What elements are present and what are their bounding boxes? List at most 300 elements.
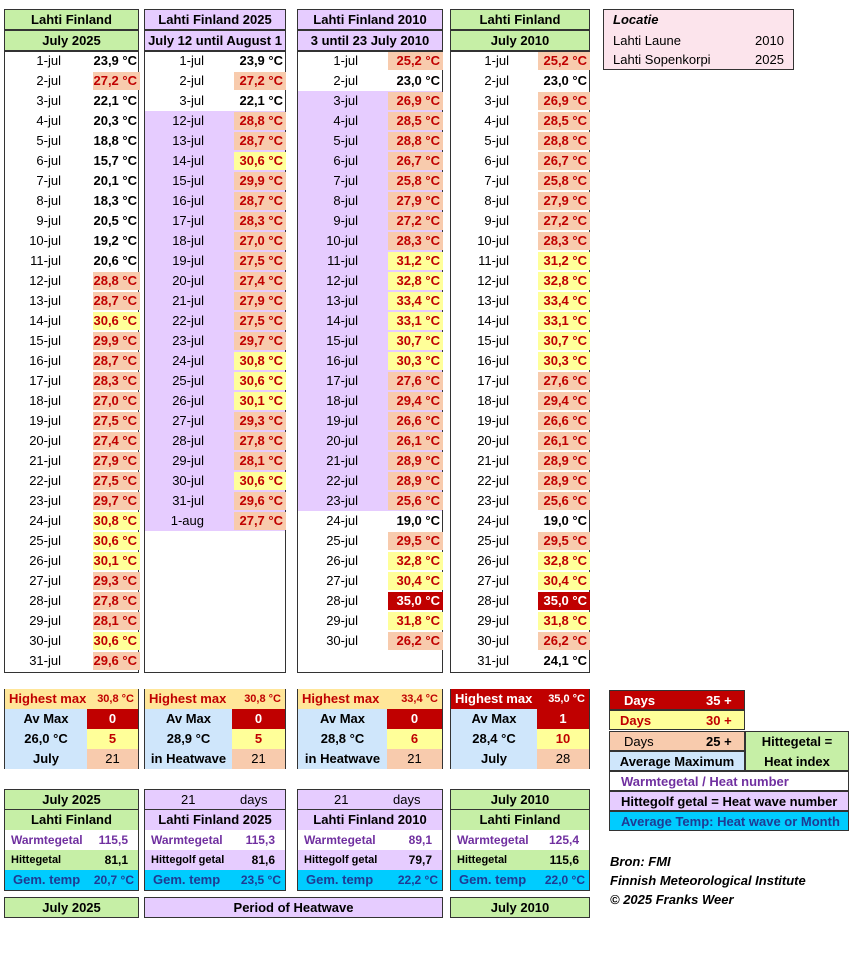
period-label: July (5, 749, 87, 769)
table-row (451, 631, 589, 651)
day-label: 14-jul (477, 313, 509, 328)
temperature-value: 27,2 °C (234, 72, 286, 90)
day-label: 22-jul (326, 473, 358, 488)
day-label: 4-jul (333, 113, 358, 128)
temperature-value: 22,1 °C (93, 93, 137, 108)
table-row (145, 311, 285, 331)
legend-average-temp: Average Temp: Heat wave or Month (609, 811, 849, 831)
day-label: 18-jul (477, 393, 509, 408)
temperature-value: 18,3 °C (93, 193, 137, 208)
table-row (298, 531, 442, 551)
temperature-value: 28,8 °C (388, 132, 443, 150)
day-label: 13-jul (172, 133, 204, 148)
day-label: 14-jul (29, 313, 61, 328)
day-label: 31-jul (477, 653, 509, 668)
warmtegetal-value: 89,1 (408, 833, 432, 847)
table-row (5, 491, 138, 511)
temperature-value: 26,2 °C (388, 632, 443, 650)
day-label: 2-jul (36, 73, 61, 88)
summary-hittegetal: Hittegolf getal 79,7 (297, 850, 443, 870)
temperature-value: 26,7 °C (538, 152, 590, 170)
day-label: 21-jul (172, 293, 204, 308)
day-label: 18-jul (172, 233, 204, 248)
day-label: 25-jul (172, 373, 204, 388)
table-row (298, 231, 442, 251)
table-row (5, 451, 138, 471)
table-row (451, 191, 589, 211)
temperature-value: 35,0 °C (388, 592, 443, 610)
day-label: 5-jul (36, 133, 61, 148)
temperature-value: 25,6 °C (388, 492, 443, 510)
hittegetal-value: 81,6 (251, 853, 275, 867)
table-row (451, 351, 589, 371)
table-row (451, 131, 589, 151)
table-row (5, 311, 138, 331)
temperature-value: 20,6 °C (93, 253, 137, 268)
table-row (145, 291, 285, 311)
day-label: 16-jul (29, 353, 61, 368)
table-row (298, 411, 442, 431)
summary-warmtegetal: Warmtegetal 125,4 (450, 830, 590, 850)
day-label: 16-jul (172, 193, 204, 208)
day-label: 17-jul (29, 373, 61, 388)
day-label: 28-jul (326, 593, 358, 608)
summary-hittegetal: Hittegolf getal 81,6 (144, 850, 286, 870)
temperature-value: 27,9 °C (234, 292, 286, 310)
table-row (298, 351, 442, 371)
day-label: 6-jul (484, 153, 509, 168)
temperature-value: 27,2 °C (538, 212, 590, 230)
table-row (298, 171, 442, 191)
table-row (5, 591, 138, 611)
day-label: 25-jul (326, 533, 358, 548)
day-label: 18-jul (29, 393, 61, 408)
legend-days-25: Days 25 + (609, 731, 745, 751)
temperature-value: 30,1 °C (234, 392, 286, 410)
day-label: 8-jul (333, 193, 358, 208)
days-30-count: 6 (387, 729, 442, 749)
table-row (5, 471, 138, 491)
temperature-value: 28,3 °C (234, 212, 286, 230)
day-label: 1-jul (179, 53, 204, 68)
summary-warmtegetal: Warmtegetal 89,1 (297, 830, 443, 850)
av-max-value: 28,8 °C (298, 729, 387, 749)
table-row (451, 291, 589, 311)
temperature-value: 29,3 °C (93, 572, 140, 590)
table-row (145, 211, 285, 231)
temperature-value: 30,1 °C (93, 552, 140, 570)
day-label: 27-jul (29, 573, 61, 588)
day-label: 13-jul (477, 293, 509, 308)
temperature-value: 31,8 °C (538, 612, 590, 630)
summary-gem-temp: Gem. temp 20,7 °C (4, 870, 139, 891)
day-label: 15-jul (172, 173, 204, 188)
temperature-value: 31,2 °C (538, 252, 590, 270)
summary-days: 21 (334, 792, 349, 807)
table-row (145, 131, 285, 151)
temperature-value: 26,6 °C (538, 412, 590, 430)
day-label: 1-aug (170, 513, 204, 528)
days-30-count: 10 (537, 729, 589, 749)
table-row (145, 391, 285, 411)
table-row (451, 471, 589, 491)
day-label: 10-jul (29, 233, 61, 248)
av-max-label: Av Max (298, 709, 387, 729)
table-row (145, 511, 285, 531)
warmtegetal-value: 115,5 (98, 833, 128, 847)
temperature-value: 29,9 °C (234, 172, 286, 190)
table-row (145, 451, 285, 471)
temperature-value: 30,4 °C (538, 572, 590, 590)
day-label: 28-jul (477, 593, 509, 608)
col3-summary (297, 789, 443, 891)
table-row (298, 151, 442, 171)
table-row (298, 91, 442, 111)
temperature-value: 28,9 °C (538, 452, 590, 470)
temperature-value: 27,5 °C (93, 412, 140, 430)
gem-temp-value: 22,0 °C (544, 873, 585, 887)
highest-max-label: Highest max 33,4 °C (298, 689, 442, 709)
table-row (298, 511, 442, 531)
temperature-value: 35,0 °C (538, 592, 590, 610)
summary-hittegetal: Hittegetal 81,1 (4, 850, 139, 870)
table-row (451, 271, 589, 291)
temperature-value: 30,6 °C (93, 632, 140, 650)
day-label: 3-jul (179, 93, 204, 108)
temperature-value: 29,5 °C (538, 532, 590, 550)
table-row (451, 451, 589, 471)
day-label: 17-jul (172, 213, 204, 228)
temperature-value: 30,6 °C (93, 312, 140, 330)
day-label: 10-jul (477, 233, 509, 248)
table-row (5, 131, 138, 151)
day-label: 12-jul (477, 273, 509, 288)
temperature-value: 15,7 °C (93, 153, 137, 168)
table-row (451, 551, 589, 571)
period-label: in Heatwave (298, 749, 387, 769)
temperature-value: 23,0 °C (543, 73, 587, 88)
temperature-value: 27,5 °C (93, 472, 140, 490)
col3-title: Lahti Finland 2010 (297, 9, 443, 30)
location-title: Locatie (613, 12, 659, 27)
table-row (451, 591, 589, 611)
temperature-value: 25,8 °C (388, 172, 443, 190)
day-label: 5-jul (333, 133, 358, 148)
table-row (5, 231, 138, 251)
temperature-value: 30,8 °C (234, 352, 286, 370)
legend-warmtegetal: Warmtegetal / Heat number (609, 771, 849, 791)
day-label: 23-jul (326, 493, 358, 508)
temperature-value: 28,9 °C (388, 472, 443, 490)
hittegetal-value: 115,6 (549, 853, 579, 867)
table-row (5, 51, 138, 71)
temperature-value: 23,0 °C (396, 73, 440, 88)
table-row (5, 371, 138, 391)
day-label: 27-jul (172, 413, 204, 428)
temperature-value: 28,9 °C (538, 472, 590, 490)
temperature-value: 19,0 °C (396, 513, 440, 528)
day-label: 30-jul (29, 633, 61, 648)
day-label: 26-jul (172, 393, 204, 408)
day-label: 23-jul (172, 333, 204, 348)
day-label: 8-jul (36, 193, 61, 208)
day-label: 19-jul (477, 413, 509, 428)
table-row (145, 431, 285, 451)
highest-max-label: Highest max 30,8 °C (145, 689, 285, 709)
temperature-value: 28,1 °C (234, 452, 286, 470)
table-row (451, 371, 589, 391)
summary-name: Lahti Finland (4, 810, 139, 830)
table-row (298, 71, 442, 91)
av-max-label: Av Max (145, 709, 232, 729)
summary-top (297, 789, 443, 810)
days-35-count: 0 (387, 709, 442, 729)
table-row (145, 251, 285, 271)
day-label: 3-jul (333, 93, 358, 108)
table-row (145, 331, 285, 351)
temperature-value: 20,5 °C (93, 213, 137, 228)
table-row (451, 651, 589, 671)
period-label: July (451, 749, 537, 769)
temperature-value: 26,1 °C (538, 432, 590, 450)
day-label: 30-jul (326, 633, 358, 648)
table-row (298, 331, 442, 351)
highest-max-value: 33,4 °C (401, 693, 438, 705)
temperature-value: 19,0 °C (543, 513, 587, 528)
table-row (451, 331, 589, 351)
table-row (298, 451, 442, 471)
day-label: 11-jul (478, 253, 509, 268)
table-row (451, 91, 589, 111)
temperature-value: 26,9 °C (388, 92, 443, 110)
table-row (5, 111, 138, 131)
table-row (451, 231, 589, 251)
source-line-3: © 2025 Franks Weer (610, 892, 734, 907)
table-row (451, 491, 589, 511)
day-label: 7-jul (484, 173, 509, 188)
summary-hittegetal: Hittegetal 115,6 (450, 850, 590, 870)
summary-name: Lahti Finland 2010 (297, 810, 443, 830)
days-30-count: 5 (232, 729, 285, 749)
day-label: 5-jul (484, 133, 509, 148)
summary-top: July 2010 (450, 789, 590, 810)
highest-max-value: 30,8 °C (244, 693, 281, 705)
day-label: 27-jul (477, 573, 509, 588)
table-row (5, 151, 138, 171)
day-label: 16-jul (326, 353, 358, 368)
days-25-count: 28 (537, 749, 589, 769)
temperature-value: 27,5 °C (234, 312, 286, 330)
temperature-value: 28,7 °C (234, 192, 286, 210)
day-label: 28-jul (29, 593, 61, 608)
day-label: 30-jul (477, 633, 509, 648)
table-row (145, 371, 285, 391)
day-label: 20-jul (477, 433, 509, 448)
temperature-value: 30,6 °C (93, 532, 140, 550)
day-label: 7-jul (333, 173, 358, 188)
legend-hittegetal: Hittegetal = Heat index (745, 731, 849, 771)
col4-stats (450, 689, 590, 769)
av-max-value: 28,9 °C (145, 729, 232, 749)
temperature-value: 19,2 °C (93, 233, 137, 248)
temperature-value: 25,2 °C (538, 52, 590, 70)
temperature-value: 33,1 °C (388, 312, 443, 330)
day-label: 22-jul (477, 473, 509, 488)
day-label: 2-jul (333, 73, 358, 88)
col1-subtitle: July 2025 (4, 30, 139, 51)
day-label: 14-jul (172, 153, 204, 168)
table-row (298, 311, 442, 331)
temperature-value: 27,6 °C (388, 372, 443, 390)
table-row (451, 531, 589, 551)
day-label: 1-jul (36, 53, 61, 68)
warmtegetal-value: 115,3 (245, 833, 275, 847)
table-row (145, 351, 285, 371)
temperature-value: 25,2 °C (388, 52, 443, 70)
table-row (145, 71, 285, 91)
temperature-value: 32,8 °C (388, 552, 443, 570)
table-row (451, 391, 589, 411)
table-row (298, 371, 442, 391)
temperature-value: 28,7 °C (93, 292, 140, 310)
temperature-value: 28,3 °C (538, 232, 590, 250)
temperature-value: 33,1 °C (538, 312, 590, 330)
temperature-value: 28,9 °C (388, 452, 443, 470)
table-row (298, 291, 442, 311)
summary-warmtegetal: Warmtegetal 115,5 (4, 830, 139, 850)
temperature-value: 27,2 °C (388, 212, 443, 230)
temperature-value: 29,4 °C (538, 392, 590, 410)
temperature-value: 28,7 °C (234, 132, 286, 150)
location-name-1: Lahti Laune (613, 33, 681, 48)
day-label: 24-jul (477, 513, 509, 528)
table-row (451, 251, 589, 271)
temperature-value: 26,6 °C (388, 412, 443, 430)
days-35-count: 0 (232, 709, 285, 729)
table-row (451, 111, 589, 131)
source-line-1: Bron: FMI (610, 854, 671, 869)
temperature-value: 27,7 °C (234, 512, 286, 530)
day-label: 4-jul (484, 113, 509, 128)
temperature-value: 30,4 °C (388, 572, 443, 590)
summary-gem-temp: Gem. temp 23,5 °C (144, 870, 286, 891)
col1-summary (4, 789, 139, 891)
table-row (298, 211, 442, 231)
temperature-value: 27,8 °C (234, 432, 286, 450)
day-label: 26-jul (29, 553, 61, 568)
temperature-value: 27,9 °C (388, 192, 443, 210)
temperature-value: 31,2 °C (388, 252, 443, 270)
table-row (298, 491, 442, 511)
day-label: 7-jul (36, 173, 61, 188)
table-row (5, 351, 138, 371)
table-row (145, 411, 285, 431)
temperature-value: 26,1 °C (388, 432, 443, 450)
table-row (145, 471, 285, 491)
temperature-value: 28,3 °C (93, 372, 140, 390)
table-row (298, 271, 442, 291)
table-row (451, 71, 589, 91)
temperature-value: 30,6 °C (234, 372, 286, 390)
col2-days-list (144, 51, 286, 673)
table-row (298, 431, 442, 451)
table-row (451, 211, 589, 231)
day-label: 26-jul (326, 553, 358, 568)
day-label: 20-jul (326, 433, 358, 448)
day-label: 31-jul (172, 493, 204, 508)
day-label: 9-jul (333, 213, 358, 228)
temperature-value: 29,6 °C (234, 492, 286, 510)
day-label: 1-jul (484, 53, 509, 68)
day-label: 11-jul (327, 253, 358, 268)
day-label: 15-jul (326, 333, 358, 348)
summary-top (144, 789, 286, 810)
day-label: 14-jul (326, 313, 358, 328)
table-row (5, 291, 138, 311)
col3-days-list (297, 51, 443, 673)
location-box (603, 9, 794, 70)
day-label: 28-jul (172, 433, 204, 448)
day-label: 21-jul (326, 453, 358, 468)
legend-hittegolf: Hittegolf getal = Heat wave number (609, 791, 849, 811)
days-25-count: 21 (232, 749, 285, 769)
day-label: 13-jul (326, 293, 358, 308)
day-label: 3-jul (36, 93, 61, 108)
temperature-value: 24,1 °C (543, 653, 587, 668)
day-label: 19-jul (29, 413, 61, 428)
day-label: 20-jul (29, 433, 61, 448)
col2-stats (144, 689, 286, 769)
day-label: 9-jul (484, 213, 509, 228)
footer-period-heatwave: Period of Heatwave (144, 897, 443, 918)
table-row (298, 111, 442, 131)
temperature-value: 28,5 °C (538, 112, 590, 130)
table-row (145, 271, 285, 291)
warmtegetal-value: 125,4 (548, 833, 579, 847)
day-label: 3-jul (484, 93, 509, 108)
day-label: 25-jul (477, 533, 509, 548)
day-label: 19-jul (326, 413, 358, 428)
table-row (451, 511, 589, 531)
day-label: 2-jul (484, 73, 509, 88)
day-label: 16-jul (477, 353, 509, 368)
temperature-value: 30,3 °C (538, 352, 590, 370)
temperature-value: 25,6 °C (538, 492, 590, 510)
table-row (145, 111, 285, 131)
day-label: 15-jul (29, 333, 61, 348)
table-row (145, 151, 285, 171)
temperature-value: 26,9 °C (538, 92, 590, 110)
day-label: 26-jul (477, 553, 509, 568)
day-label: 8-jul (484, 193, 509, 208)
temperature-value: 23,9 °C (93, 53, 137, 68)
highest-max-value: 30,8 °C (97, 693, 134, 705)
highest-max-label: Highest max 30,8 °C (5, 689, 138, 709)
col1-stats (4, 689, 139, 769)
day-label: 15-jul (477, 333, 509, 348)
table-row (298, 51, 442, 71)
footer-july-2010: July 2010 (450, 897, 590, 918)
temperature-value: 26,7 °C (388, 152, 443, 170)
summary-days-unit: days (240, 792, 268, 807)
temperature-value: 27,4 °C (93, 432, 140, 450)
gem-temp-value: 20,7 °C (93, 873, 134, 887)
temperature-value: 27,5 °C (234, 252, 286, 270)
day-label: 12-jul (29, 273, 61, 288)
day-label: 30-jul (172, 473, 204, 488)
table-row (451, 311, 589, 331)
table-row (298, 471, 442, 491)
